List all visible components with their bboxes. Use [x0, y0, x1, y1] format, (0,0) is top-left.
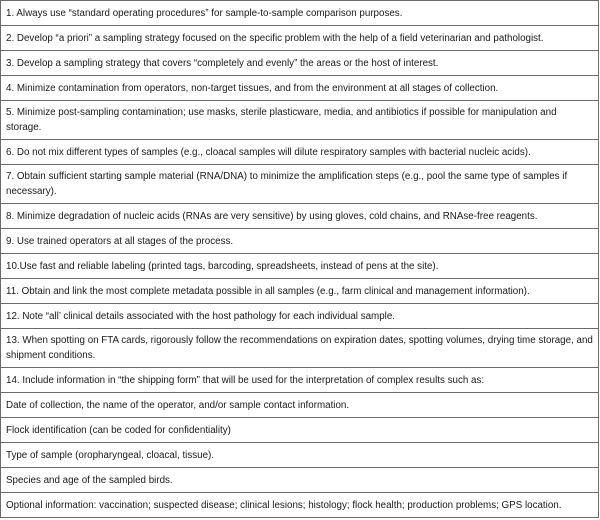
table-row	[1, 368, 599, 393]
table-row	[1, 393, 599, 418]
table-row	[1, 418, 599, 443]
table-cell: 7. Obtain sufficient starting sample material (RNA/DNA) to minimize the amplification steps (e.g., pool the same type of samples if necessary).	[1, 165, 599, 204]
table-cell: 14. Include information in “the shipping form” that will be used for the interpretation of complex results such as:	[1, 368, 599, 393]
table-cell: 3. Develop a sampling strategy that covers “completely and evenly” the areas or the host of interest.	[1, 51, 599, 76]
table-cell: Type of sample (oropharyngeal, cloacal, tissue).	[1, 443, 599, 468]
table-row	[1, 493, 599, 518]
table-cell: 11. Obtain and link the most complete metadata possible in all samples (e.g., farm clinical and management information).	[1, 279, 599, 304]
table-cell: 8. Minimize degradation of nucleic acids (RNAs are very sensitive) by using gloves, cold chains, and RNAse-free reagents.	[1, 204, 599, 229]
table-cell: 12. Note “all’ clinical details associated with the host pathology for each individual sample.	[1, 304, 599, 329]
table-row	[1, 76, 599, 101]
table-row	[1, 229, 599, 254]
table-row	[1, 51, 599, 76]
table-cell: 1. Always use “standard operating procedures” for sample-to-sample comparison purposes.	[1, 1, 599, 26]
table-row	[1, 140, 599, 165]
table-row	[1, 468, 599, 493]
table-cell: 6. Do not mix different types of samples (e.g., cloacal samples will dilute respiratory samples with bacterial nucleic acids).	[1, 140, 599, 165]
table-row	[1, 1, 599, 26]
table-cell: Species and age of the sampled birds.	[1, 468, 599, 493]
table-cell: Optional information: vaccination; suspected disease; clinical lesions; histology; flock health; production problems; GPS location.	[1, 493, 599, 518]
table-row	[1, 304, 599, 329]
table-cell: Flock identification (can be coded for confidentiality)	[1, 418, 599, 443]
table-row	[1, 254, 599, 279]
table-cell: Date of collection, the name of the operator, and/or sample contact information.	[1, 393, 599, 418]
table-row	[1, 26, 599, 51]
table-cell: 10.Use fast and reliable labeling (printed tags, barcoding, spreadsheets, instead of pens at the site).	[1, 254, 599, 279]
table-row	[1, 204, 599, 229]
table-row	[1, 101, 599, 140]
table-row	[1, 329, 599, 368]
table-cell: 4. Minimize contamination from operators, non-target tissues, and from the environment at all stages of collection.	[1, 76, 599, 101]
table-row	[1, 443, 599, 468]
table-cell: 2. Develop “a priori” a sampling strategy focused on the specific problem with the help of a field veterinarian and pathologist.	[1, 26, 599, 51]
table-cell: 9. Use trained operators at all stages of the process.	[1, 229, 599, 254]
table-cell: 13. When spotting on FTA cards, rigorously follow the recommendations on expiration dates, spotting volumes, drying time storage, and shipment conditions.	[1, 329, 599, 368]
table-row	[1, 165, 599, 204]
table-row	[1, 279, 599, 304]
table-cell: 5. Minimize post-sampling contamination; use masks, sterile plasticware, media, and antibiotics if possible for manipulation and storage.	[1, 101, 599, 140]
